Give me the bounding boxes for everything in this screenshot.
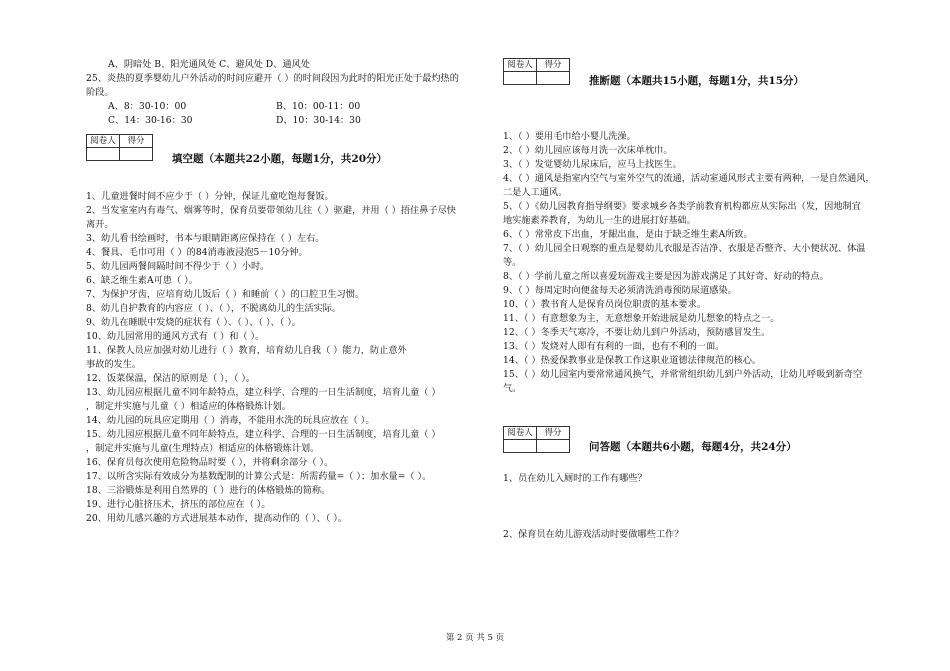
- judge-question-line: 14、（ ）热爱保教事业是保教工作这职业道德法律规范的核心。: [503, 355, 762, 366]
- judge-question-line: 地实施素养教育，为幼儿一生的进展打好基础。: [503, 215, 696, 226]
- fill-question-line: 7、为保护牙齿，应培育幼儿饭后（ ）和睡前（ ）的口腔卫生习惯。: [86, 289, 365, 300]
- judge-question-line: 等。: [503, 257, 522, 268]
- score-cell-score: [537, 72, 570, 85]
- score-cell-score: [537, 440, 570, 453]
- q25-option-d: D、10：30-14：30: [276, 115, 361, 126]
- judge-question-line: 5、（ ）《幼儿园教育指导纲要》要求城乡各类学前教育机构都应从实际出（发，因地制宜: [503, 201, 861, 212]
- q25-option-c: C、14：30-16：30: [108, 115, 193, 126]
- essay-question-2: 2、保育员在幼儿游戏活动时要做哪些工作？: [503, 529, 684, 540]
- q25-options-row-2: [86, 114, 484, 128]
- fill-question-line: ，制定并实施与儿童（ ）相适应的体格锻炼计划。: [86, 401, 292, 412]
- fill-question-line: 8、幼儿自护教育的内容应（ ）、（ ），不脱离幼儿的生活实际。: [86, 303, 342, 314]
- judge-question-line: 13、（ ）发烧对人即有有利的一面，也有不利的一面。: [503, 341, 725, 352]
- judge-section-header: [503, 58, 871, 118]
- score-header-grader: 阅卷人: [504, 59, 537, 72]
- fill-question-line: 5、幼儿园两餐间隔时间不得少于（ ）小时。: [86, 261, 270, 272]
- judge-score-table: [503, 58, 570, 85]
- fill-question-line: 15、幼儿园应根据儿童不同年龄特点，建立科学、合理的一日生活制度，培育儿童（ ）: [86, 429, 441, 440]
- essay-section-title: 问答题（本题共6小题，每题4分，共24分）: [589, 441, 797, 453]
- page-footer: 第 2 页 共 5 页: [445, 633, 505, 643]
- fill-question-line: 4、餐具、毛巾可用（ ）的84消毒液浸泡5－10分钟。: [86, 247, 308, 258]
- essay-section-header: [503, 426, 871, 468]
- q24-options: A、阴暗处 B、阳光通风处 C、避风处 D、通风处: [108, 59, 310, 70]
- q25-stem-2: 阶段。: [86, 87, 114, 98]
- fill-question-line: ，制定并实施与儿童(生理特点）相适应的体格锻炼计划。: [86, 443, 320, 454]
- q25-stem-1: 25、炎热的夏季婴幼儿户外活动的时间应避开（ ）的时间段因为此时的阳光正处于最灼热的: [86, 73, 459, 84]
- fill-question-line: 20、用幼儿感兴趣的方式进展基本动作，提高动作的（ ）、（ ）。: [86, 513, 347, 524]
- score-header-grader: 阅卷人: [504, 427, 537, 440]
- score-header-score: 得分: [120, 135, 153, 148]
- fill-question-line: 17、以所含实际有效成分为基数配制的计算公式是：所需药量=（ ）；加水量=（ ）。: [86, 471, 432, 482]
- fill-section-title: 填空题（本题共22小题，每题1分，共20分）: [172, 153, 388, 165]
- fill-question-line: 11、保教人员应加强对幼儿进行（ ）教育，培育幼儿自我（ ）能力，防止意外: [86, 345, 407, 356]
- judge-question-line: 2、（ ）幼儿园应该每月洗一次床单枕巾。: [503, 145, 673, 156]
- fill-question-line: 13、幼儿园应根据儿童不同年龄特点，建立科学、合理的一日生活制度，培育儿童（ ）: [86, 387, 441, 398]
- score-header-score: 得分: [537, 427, 570, 440]
- fill-question-line: 14、幼儿园的玩具应定期用（ ）消毒，不能用水洗的玩具应放在（ ）。: [86, 415, 375, 426]
- q25-option-b: B、10：00-11：00: [276, 101, 361, 112]
- fill-section-header: [86, 134, 484, 182]
- fill-question-line: 事故的发生。: [86, 359, 142, 370]
- fill-question-line: 9、幼儿在睡眠中发烧的症状有（ ）、（ ）、（ ）、（ ）。: [86, 317, 302, 328]
- judge-question-line: 9、（ ）每周定时向便盆每天必须清洗消毒预防尿道感染。: [503, 285, 737, 296]
- score-header-score: 得分: [537, 59, 570, 72]
- score-cell-score: [120, 148, 153, 161]
- fill-question-line: 2、当发室室内有毒气、烟雾等时，保育员要带领幼儿往（ ）驱避，并用（ ）捂住鼻子尽快: [86, 205, 456, 216]
- judge-question-line: 12、（ ）冬季天气寒冷，不要让幼儿到户外活动，预防感冒发生。: [503, 327, 771, 338]
- judge-question-line: 二是人工通风。: [503, 187, 568, 198]
- fill-question-line: 3、幼儿看书绘画时，书本与眼睛距离应保持在（ ）左右。: [86, 233, 325, 244]
- judge-question-line: 气。: [503, 383, 522, 394]
- judge-question-line: 10、（ ）教书育人是保育员岗位职责的基本要求。: [503, 299, 706, 310]
- fill-question-list: [86, 190, 484, 526]
- fill-question-line: 16、保育员每次使用危险物品时要（ ），并将剩余部分（ ）。: [86, 457, 334, 468]
- judge-question-line: 15、（ ）幼儿园室内要常常通风换气，并常常组织幼儿到户外活动，让幼儿呼吸到新奇空: [503, 369, 863, 380]
- fill-question-line: 19、进行心脏挤压术，挤压的部位应在（ ）。: [86, 499, 271, 510]
- q25-options-row-1: [86, 100, 484, 114]
- judge-question-line: 1、（ ）要用毛巾给小婴儿洗澡。: [503, 131, 636, 142]
- judge-question-line: 3、（ ）发觉婴幼儿尿床后，应马上找医生。: [503, 159, 682, 170]
- fill-question-line: 10、幼儿园常用的通风方式有（ ）和（ ）。: [86, 331, 265, 342]
- fill-question-line: 1、儿童进餐时间不应少于（ ）分钟，保证儿童吃饱每餐饭。: [86, 191, 334, 202]
- judge-question-line: 6、（ ）常常皮下出血，牙龈出血，是由于缺乏维生素A所致。: [503, 229, 753, 240]
- judge-question-line: 4、（ ）通风是指室内空气与室外空气的流通，活动室通风形式主要有两种，一是自然通风，: [503, 173, 875, 184]
- judge-question-line: 7、（ ）幼儿园全日观察的重点是婴幼儿衣服是否洁净、衣服是否整齐、大小便状况、体温: [503, 243, 866, 254]
- judge-question-line: 11、（ ）有意想象为主，无意想象开始进展是幼儿想象的特点之一。: [503, 313, 780, 324]
- left-column: [86, 58, 484, 526]
- score-header-grader: 阅卷人: [87, 135, 120, 148]
- fill-question-line: 12、饭菜保温，保洁的原则是（ ），（ ）。: [86, 373, 256, 384]
- essay-question-1: 1、员在幼儿入厕时的工作有哪些？: [503, 473, 647, 484]
- fill-question-line: 18、三浴锻炼是利用自然界的（ ）进行的体格锻炼的简称。: [86, 485, 331, 496]
- fill-question-line: 6、缺乏维生素A可患（ ）。: [86, 275, 198, 286]
- right-column: [503, 58, 875, 542]
- fill-question-line: 离开。: [86, 219, 114, 230]
- score-cell-grader: [504, 440, 537, 453]
- q25-option-a: A、8：30-10：00: [108, 101, 187, 112]
- fill-score-table: [86, 134, 153, 161]
- score-cell-grader: [504, 72, 537, 85]
- judge-question-line: 8、（ ）学前儿童之所以喜爱玩游戏主要是因为游戏满足了其好奇、好动的特点。: [503, 271, 829, 282]
- essay-score-table: [503, 426, 570, 453]
- judge-question-list: [503, 130, 875, 396]
- score-cell-grader: [87, 148, 120, 161]
- judge-section-title: 推断题（本题共15小题，每题1分，共15分）: [589, 75, 805, 87]
